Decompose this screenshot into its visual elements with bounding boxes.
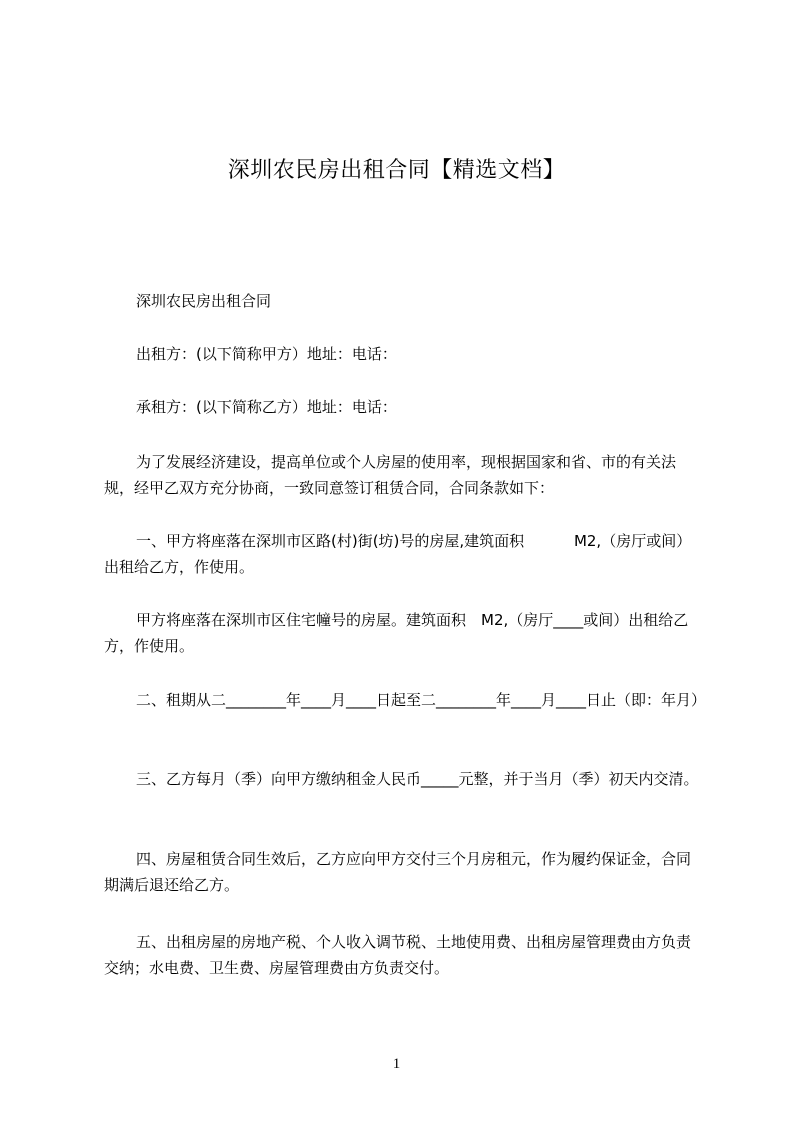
- paragraph-lessee: 承租方：(以下简称乙方）地址：电话：: [136, 398, 397, 416]
- paragraph-preamble: 为了发展经济建设，提高单位或个人房屋的使用率，现根据国家和省、市的有关法规，经甲乙双方充分协商，一致同意签订租赁合同，合同条款如下：: [104, 453, 677, 497]
- paragraph-clause-1: 一、甲方将座落在深圳市区路(村)街(坊)号的房屋,建筑面积 M2,（房厅或间）出租给乙方，作使用。: [104, 532, 692, 576]
- paragraph-clause-1-alt: 甲方将座落在深圳市区住宅幢号的房屋。建筑面积 M2,（房厅____或间）出租给乙方，作使用。: [104, 611, 689, 655]
- paragraph-clause-3: 三、乙方每月（季）向甲方缴纳租金人民币_____元整，并于当月（季）初天内交清。: [136, 770, 699, 788]
- paragraph-clause-5: 五、出租房屋的房地产税、个人收入调节税、土地使用费、出租房屋管理费由方负责交纳；水电费、卫生费、房屋管理费由方负责交付。: [104, 933, 692, 977]
- paragraph-clause-4: 四、房屋租赁合同生效后，乙方应向甲方交付三个月房租元，作为履约保证金，合同期满后退还给乙方。: [104, 850, 692, 894]
- paragraph-contract-heading: 深圳农民房出租合同: [136, 292, 272, 310]
- page-number: 1: [392, 1056, 401, 1072]
- paragraph-clause-2: 二、租期从二________年____月____日起至二________年____月____日止（即：年月）: [136, 691, 707, 709]
- paragraph-lessor: 出租方：(以下简称甲方）地址：电话：: [136, 345, 397, 363]
- document-title: 深圳农民房出租合同【精选文档】: [227, 157, 566, 183]
